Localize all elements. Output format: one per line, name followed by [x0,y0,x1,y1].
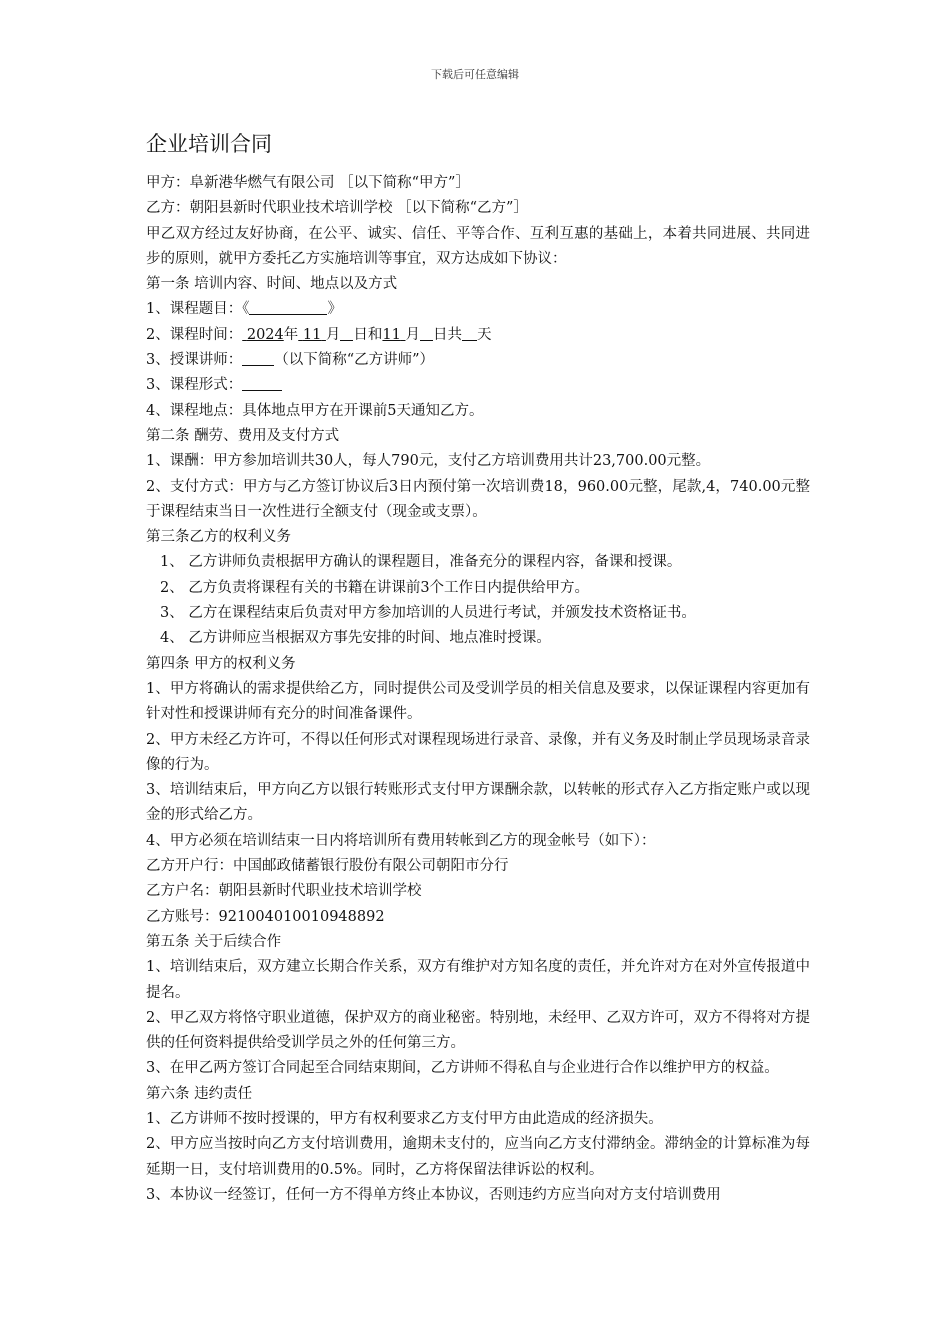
course-time-label: 2、课程时间： [146,326,243,343]
article-1-heading: 第一条 培训内容、时间、地点以及方式 [146,276,398,293]
article-5-item-3: 3、在甲乙两方签订合同起至合同结束期间，乙方讲师不得私自与企业进行合作以维护甲方的权益。 [146,1060,779,1077]
course-location-line: 4、课程地点：具体地点甲方在开课前5天通知乙方。 [146,402,484,419]
course-time-line [146,323,810,348]
article-4-item-4: 4、甲方必须在培训结束一日内将培训所有费用转帐到乙方的现金帐号（如下）： [146,832,656,849]
account-name-line: 乙方户名：朝阳县新时代职业技术培训学校 [146,883,422,900]
account-number-line: 乙方账号：921004010010948892 [146,908,385,925]
article-5-heading: 第五条 关于后续合作 [146,933,282,950]
document-title: 企业培训合同 [146,132,272,156]
course-form-blank [242,375,282,391]
lecturer-line [146,348,810,373]
article-5-item-1: 1、培训结束后，双方建立长期合作关系，双方有维护对方知名度的责任，并允许对方在对外宣传报道中提名。 [146,959,810,1001]
lecturer-note: （以下简称“乙方讲师”） [274,352,435,369]
article-3-item-4: 4、 乙方讲师应当根据双方事先安排的时间、地点准时授课。 [160,630,551,647]
article-2-item-2: 2、支付方式：甲方与乙方签订协议后3日内预付第一次培训费18，960.00元整，尾款,4，740.00元整于课程结束当日一次性进行全额支付（现金或支票）。 [146,478,810,520]
page-header-note: 下载后可任意编辑 [431,68,519,81]
month-unit-2: 月 [405,326,420,343]
article-3-heading: 第三条乙方的权利义务 [146,529,291,546]
day-and-text: 日和 [353,326,383,343]
article-6-item-3: 3、本协议一经签订，任何一方不得单方终止本协议，否则违约方应当向对方支付培训费用 [146,1186,721,1203]
days-count-blank [462,325,477,341]
day-blank-1 [340,325,353,341]
course-topic-label: 1、课程题目：《 [146,301,250,318]
article-4-heading: 第四条 甲方的权利义务 [146,655,296,672]
lecturer-label: 3、授课讲师： [146,352,243,369]
article-3-item-2: 2、 乙方负责将课程有关的书籍在讲课前3个工作日内提供给甲方。 [160,579,590,596]
course-topic-close: 》 [327,301,342,318]
course-month-1: 11 [302,326,322,343]
article-5-item-2: 2、甲乙双方将恪守职业道德，保护双方的商业秘密。特别地，未经甲、乙双方许可，双方不得将对方提供的任何资料提供给受训学员之外的任何第三方。 [146,1009,810,1052]
party-b-line: 乙方：朝阳县新时代职业技术培训学校 ［以下简称“乙方”］ [146,200,528,217]
article-3-item-3: 3、 乙方在课程结束后负责对甲方参加培训的人员进行考试，并颁发技术资格证书。 [160,605,696,622]
intro-paragraph: 甲乙双方经过友好协商，在公平、诚实、信任、平等合作、互利互惠的基础上，本着共同进展、共同进步的原则，就甲方委托乙方实施培训等事宜，双方达成如下协议： [146,225,810,267]
month-unit-1: 月 [325,326,341,343]
days-unit: 天 [476,326,492,343]
article-6-item-1: 1、乙方讲师不按时授课的，甲方有权利要求乙方支付甲方由此造成的经济损失。 [146,1110,663,1127]
bank-line: 乙方开户行：中国邮政储蓄银行股份有限公司朝阳市分行 [146,858,509,875]
course-year: 2024 [246,326,284,343]
article-2-item-1: 1、课酬：甲方参加培训共30人，每人790元，支付乙方培训费用共计23,700.00元整。 [146,453,711,470]
day-total-text: 日共 [432,326,462,343]
article-2-heading: 第二条 酬劳、费用及支付方式 [146,427,340,444]
day-blank-2 [420,325,433,341]
contract-body [146,130,810,1208]
course-topic-blank [249,299,327,315]
course-month-2: 11 [382,326,401,343]
year-unit: 年 [283,326,299,343]
course-form-line [146,373,810,398]
article-4-item-3: 3、培训结束后，甲方向乙方以银行转账形式支付甲方课酬余款，以转帐的形式存入乙方指定账户或以现金的形式给乙方。 [146,782,810,824]
article-4-item-1: 1、甲方将确认的需求提供给乙方，同时提供公司及受训学员的相关信息及要求，以保证课程内容更加有针对性和授课讲师有充分的时间准备课件。 [146,680,810,723]
course-topic-line [146,297,810,322]
party-a-line: 甲方：阜新港华燃气有限公司 ［以下简称“甲方”］ [146,175,470,191]
article-6-item-2: 2、甲方应当按时向乙方支付培训费用，逾期未支付的，应当向乙方支付滞纳金。滞纳金的计算标准为每延期一日，支付培训费用的0.5%。同时，乙方将保留法律诉讼的权利。 [146,1136,810,1178]
article-3-item-1: 1、 乙方讲师负责根据甲方确认的课程题目，准备充分的课程内容，备课和授课。 [160,554,682,571]
article-6-heading: 第六条 违约责任 [146,1085,253,1102]
course-form-label: 3、课程形式： [146,377,243,394]
lecturer-blank [242,350,274,366]
article-4-item-2: 2、甲方未经乙方许可，不得以任何形式对课程现场进行录音、录像，并有义务及时制止学员现场录音录像的行为。 [146,731,810,773]
